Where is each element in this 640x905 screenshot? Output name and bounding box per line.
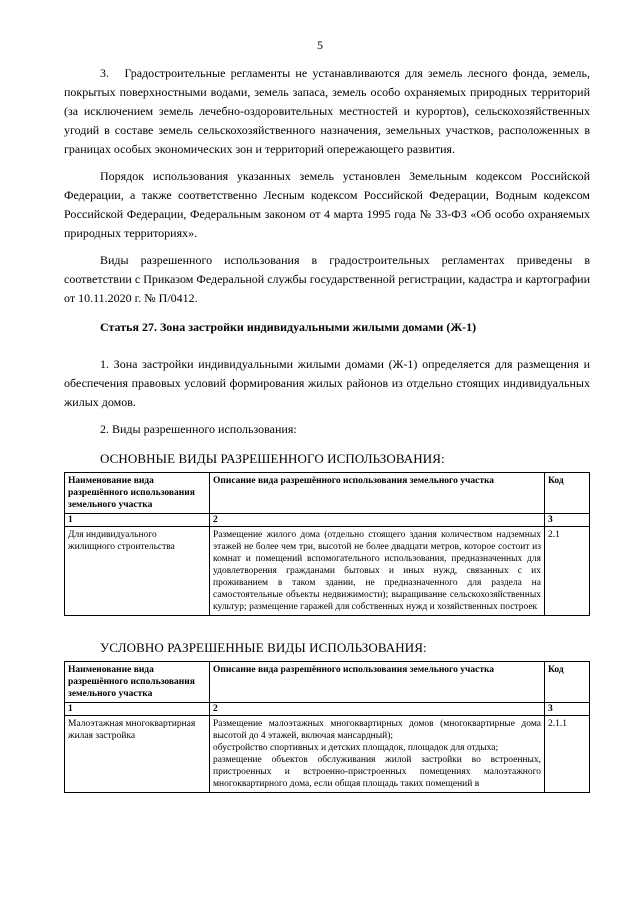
use-description-cell: Размещение жилого дома (отдельно стоящего здания количеством надземных этажей не более чем три, высотой не более двадцати метров, которое состоит из комнат и помещений вспомогательного использования, предназначенных для удовлетворения гражданами бытовых и иных нужд, связанных с их проживанием в таком здании, не предназначенного для раздела на самостоятельные объекты недвижимости); выращивание сельскохозяйственных культур; размещение гаражей для собственных нужд и хозяйственных построек — [210, 527, 545, 616]
paragraph: Виды разрешенного использования в градостроительных регламентах приведены в соответствии с Приказом Федеральной службы государственной регистрации, кадастра и картографии от 10.11.2020 г. № П/0412. — [64, 253, 590, 305]
use-name-cell: Для индивидуального жилищного строительства — [65, 527, 210, 616]
column-header-code: Код — [545, 473, 590, 514]
column-number-row — [65, 514, 590, 527]
page-number: 5 — [317, 38, 323, 52]
column-header-description: Описание вида разрешённого использования земельного участка — [210, 662, 545, 703]
paragraph: 2. Виды разрешенного использования: — [100, 422, 297, 436]
column-number: 2 — [210, 514, 545, 527]
column-number: 2 — [210, 703, 545, 716]
description-line: Размещение малоэтажных многоквартирных домов (многоквартирные дома высотой до 4 этажей, включая мансардный); — [213, 719, 541, 741]
document-body — [64, 64, 590, 793]
use-code-cell: 2.1 — [545, 527, 590, 616]
column-header-description: Описание вида разрешённого использования земельного участка — [210, 473, 545, 514]
column-number: 3 — [545, 703, 590, 716]
use-code-cell: 2.1.1 — [545, 716, 590, 793]
description-line: размещение объектов обслуживания жилой застройки во встроенных, пристроенных и встроенно-пристроенных помещениях малоэтажного многоквартирного дома, если общая площадь таких помещений в — [213, 755, 541, 789]
column-number: 1 — [65, 703, 210, 716]
conditional-uses-table — [64, 661, 590, 793]
column-number-row — [65, 703, 590, 716]
column-header-code: Код — [545, 662, 590, 703]
paragraph: 1. Зона застройки индивидуальными жилыми домами (Ж-1) определяется для размещения и обеспечения правовых условий формирования жилых районов из отдельно стоящих индивидуальных жилых домов. — [64, 357, 590, 409]
column-header-name: Наименование вида разрешённого использования земельного участка — [65, 473, 210, 514]
paragraph: 3. Градостроительные регламенты не устанавливаются для земель лесного фонда, земель, покрытых поверхностными водами, земель запаса, земель особо охраняемых природных территорий (за исключением земель лечебно-оздоровительных местностей и курортов), сельскохозяйственных угодий в составе земель сельскохозяйственного назначения, земельных участков, расположенных в границах особых экономических зон и территорий опережающего развития. — [64, 66, 590, 156]
main-table-caption: ОСНОВНЫЕ ВИДЫ РАЗРЕШЕННОГО ИСПОЛЬЗОВАНИЯ: — [100, 451, 445, 466]
article-heading: Статья 27. Зона застройки индивидуальными жилыми домами (Ж-1) — [100, 320, 477, 334]
column-header-name: Наименование вида разрешённого использования земельного участка — [65, 662, 210, 703]
table-header-row — [65, 662, 590, 703]
column-number: 1 — [65, 514, 210, 527]
main-uses-table — [64, 472, 590, 616]
description-line: обустройство спортивных и детских площадок, площадок для отдыха; — [213, 743, 499, 753]
use-description-cell — [210, 716, 545, 793]
table-row — [65, 716, 590, 793]
use-name-cell: Малоэтажная многоквартирная жилая застройка — [65, 716, 210, 793]
table-header-row — [65, 473, 590, 514]
conditional-table-caption: УСЛОВНО РАЗРЕШЕННЫЕ ВИДЫ ИСПОЛЬЗОВАНИЯ: — [100, 640, 427, 655]
paragraph: Порядок использования указанных земель установлен Земельным кодексом Российской Федерации, а также соответственно Лесным кодексом Российской Федерации, Водным кодексом Российской Федерации, Федеральным законом от 4 марта 1995 года № 33-ФЗ «Об особо охраняемых природных территориях». — [64, 169, 590, 240]
table-row — [65, 527, 590, 616]
column-number: 3 — [545, 514, 590, 527]
